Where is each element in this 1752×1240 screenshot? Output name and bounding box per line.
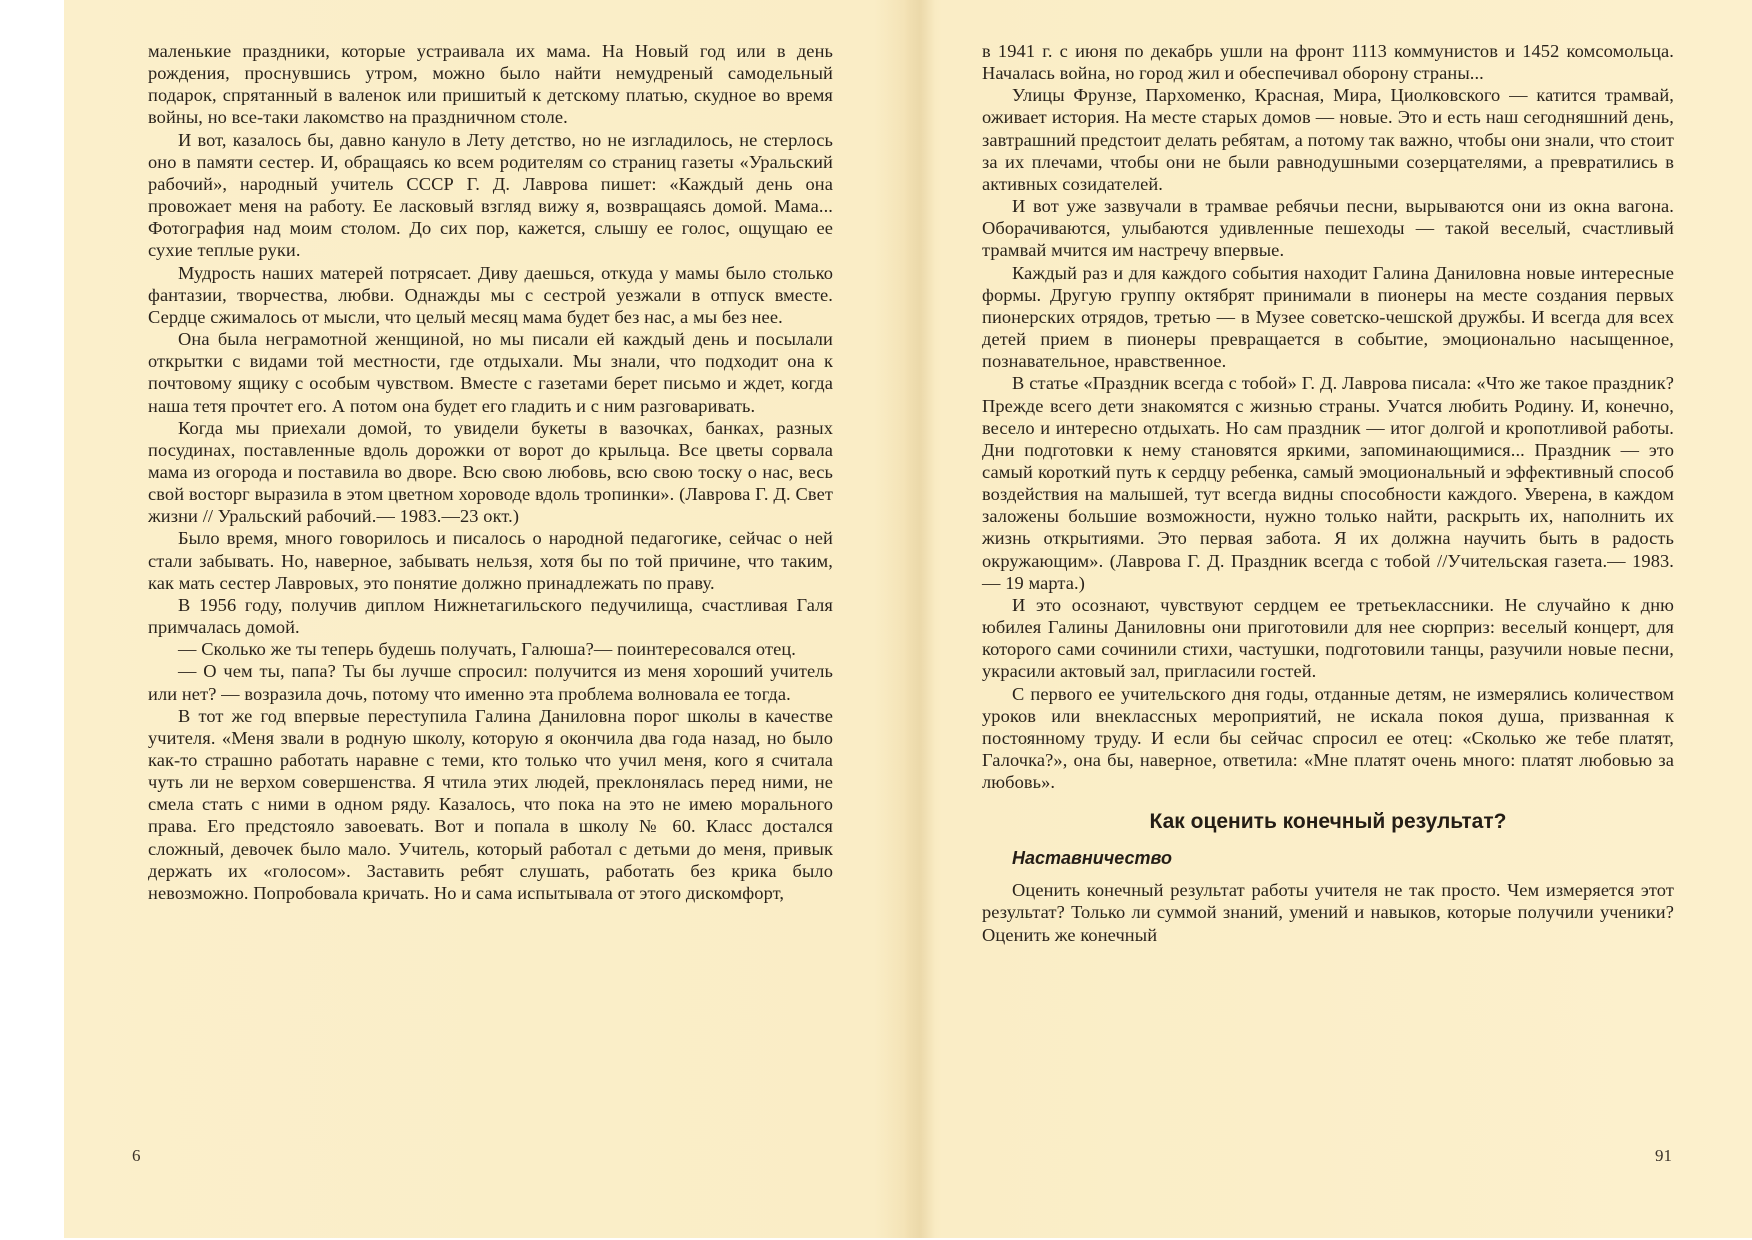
paragraph: Когда мы приехали домой, то увидели букеты в вазочках, банках, разных посудинах, поставленные вдоль дорожки от ворот до крыльца. Все цветы сорвала мама из огорода и поставила во дворе. Всю свою любовь, всю свою тоску о нас, весь свой восторг выразила в этом цветном хороводе вдоль тропинки». (Лаврова Г. Д. Свет жизни // Уральский рабочий.— 1983.—23 окт.) bbox=[148, 417, 833, 527]
page-gutter bbox=[905, 0, 935, 1238]
paragraph: И вот, казалось бы, давно кануло в Лету детство, но не изгладилось, не стерлось оно в памяти сестер. И, обращаясь ко всем родителям со страниц газеты «Уральский рабочий», народный учитель СССР Г. Д. Лаврова пишет: «Каждый день она провожает меня на работу. Ее ласковый взгляд вижу я, возвращаясь домой. Мама... Фотография над моим столом. До сих пор, кажется, слышу ее голос, ощущаю ее сухие теплые руки. bbox=[148, 129, 833, 261]
right-page bbox=[982, 40, 1674, 946]
paragraph: И это осознают, чувствуют сердцем ее третьеклассники. Не случайно к дню юбилея Галины Даниловны они приготовили для нее сюрприз: веселый концерт, для которого сами сочинили стихи, частушки, подготовили танцы, разучили новые песни, украсили актовый зал, пригласили гостей. bbox=[982, 594, 1674, 682]
paragraph: Мудрость наших матерей потрясает. Диву даешься, откуда у мамы было столько фантазии, творчества, любви. Однажды мы с сестрой уезжали в отпуск вместе. Сердце сжималось от мысли, что целый месяц мама будет без нас, а мы без нее. bbox=[148, 262, 833, 327]
paragraph: в 1941 г. с июня по декабрь ушли на фронт 1113 коммунистов и 1452 комсомольца. Началась война, но город жил и обеспечивал оборону страны... bbox=[982, 41, 1674, 84]
page-number-left: 6 bbox=[132, 1146, 141, 1165]
paragraph: Каждый раз и для каждого события находит Галина Даниловна новые интересные формы. Другую группу октябрят принимали в пионеры на месте создания первых пионерских отрядов, третью — в Музее советско-чешской дружбы. И всегда для всех детей прием в пионеры превращается в событие, эмоционально насыщенное, познавательное, нравственное. bbox=[982, 262, 1674, 372]
paragraph: И вот уже зазвучали в трамвае ребячьи песни, вырываются они из окна вагона. Оборачиваются, улыбаются удивленные пешеходы — такой веселый, счастливый трамвай мчится им настречу впервые. bbox=[982, 196, 1674, 261]
paragraph: маленькие праздники, которые устраивала их мама. На Новый год или в день рождения, проснувшись утром, можно было найти немудреный самодельный подарок, спрятанный в валенок или пришитый к детскому платью, скудное во время войны, но все-таки лакомство на праздничном столе. bbox=[148, 41, 833, 128]
paragraph: В статье «Праздник всегда с тобой» Г. Д. Лаврова писала: «Что же такое праздник? Прежде всего дети знакомятся с жизнью страны. Учатся любить Родину. И, конечно, весело и интересно отдыхать. Но сам праздник — итог долгой и кропотливой работы. Дни подготовки к нему становятся яркими, запоминающимися... Праздник — это самый короткий путь к сердцу ребенка, самый эмоциональный и эффективный способ воздействия на малышей, тут всегда видны способности каждого. Уверена, в каждом заложены большие возможности, нужно только найти, раскрыть их, наполнить их жизнь открытиями. Это первая забота. Я их должна научить быть в радость окружающим». (Лаврова Г. Д. Праздник всегда с тобой //Учительская газета.— 1983.— 19 марта.) bbox=[982, 373, 1674, 593]
paragraph: Оценить конечный результат работы учителя не так просто. Чем измеряется этот результат? Только ли суммой знаний, умений и навыков, которые получили ученики? Оценить же конечный bbox=[982, 880, 1674, 945]
left-page bbox=[148, 40, 833, 904]
paragraph: В 1956 году, получив диплом Нижнетагильского педучилища, счастливая Галя примчалась домой. bbox=[148, 594, 833, 638]
subheading: Наставничество bbox=[1012, 848, 1172, 869]
paragraph: Улицы Фрунзе, Пархоменко, Красная, Мира, Циолковского — катится трамвай, оживает история. На месте старых домов — новые. Это и есть наш сегодняшний день, завтрашний предстоит делать ребятам, а потому так важно, чтобы они знали, что стоит за их плечами, чтобы они не были равнодушными созерцателями, а превратились в активных созидателей. bbox=[982, 85, 1674, 194]
section-heading: Как оценить конечный результат? bbox=[1149, 810, 1507, 834]
paragraph: С первого ее учительского дня годы, отданные детям, не измерялись количеством уроков или внеклассных мероприятий, не искала покоя душа, призванная к постоянному труду. И если бы сейчас спросил ее отец: «Сколько же тебе платят, Галочка?», она бы, наверное, ответила: «Мне платят очень много: платят любовью за любовь». bbox=[982, 683, 1674, 793]
paragraph: Было время, много говорилось и писалось о народной педагогике, сейчас о ней стали забывать. Но, наверное, забывать нельзя, хотя бы по той причине, что таким, как мать сестер Лавровых, это понятие должно принадлежать по праву. bbox=[148, 528, 833, 593]
paragraph: В тот же год впервые переступила Галина Даниловна порог школы в качестве учителя. «Меня звали в родную школу, которую я окончила два года назад, но было как-то страшно работать наравне с теми, кто только что учил меня, кого я считала чуть ли не верхом совершенства. Я чтила этих людей, преклонялась перед ними, не смела стать с ними в одном ряду. Казалось, что пока на это не имею морального права. Его предстояло завоевать. Вот и попала в школу № 60. Класс достался сложный, девочек было мало. Учитель, который работал с детьми до меня, привык держать их «голосом». Заставить ребят слушать, работать без крика было невозможно. Попробовала кричать. Но и сама испытывала от этого дискомфорт, bbox=[148, 705, 833, 903]
paragraph: — Сколько же ты теперь будешь получать, Галюша?— поинтересовался отец. bbox=[178, 639, 796, 660]
page-number-right: 91 bbox=[1655, 1146, 1672, 1165]
paragraph: — О чем ты, папа? Ты бы лучше спросил: получится из меня хороший учитель или нет? — возразила дочь, потому что именно эта проблема волновала ее тогда. bbox=[148, 661, 833, 704]
paragraph: Она была неграмотной женщиной, но мы писали ей каждый день и посылали открытки с видами той местности, где отдыхали. Мы знали, что подходит она к почтовому ящику с особым чувством. Вместе с газетами берет письмо и ждет, когда наша тетя прочтет его. А потом она будет его гладить и с ним разговаривать. bbox=[148, 329, 833, 416]
